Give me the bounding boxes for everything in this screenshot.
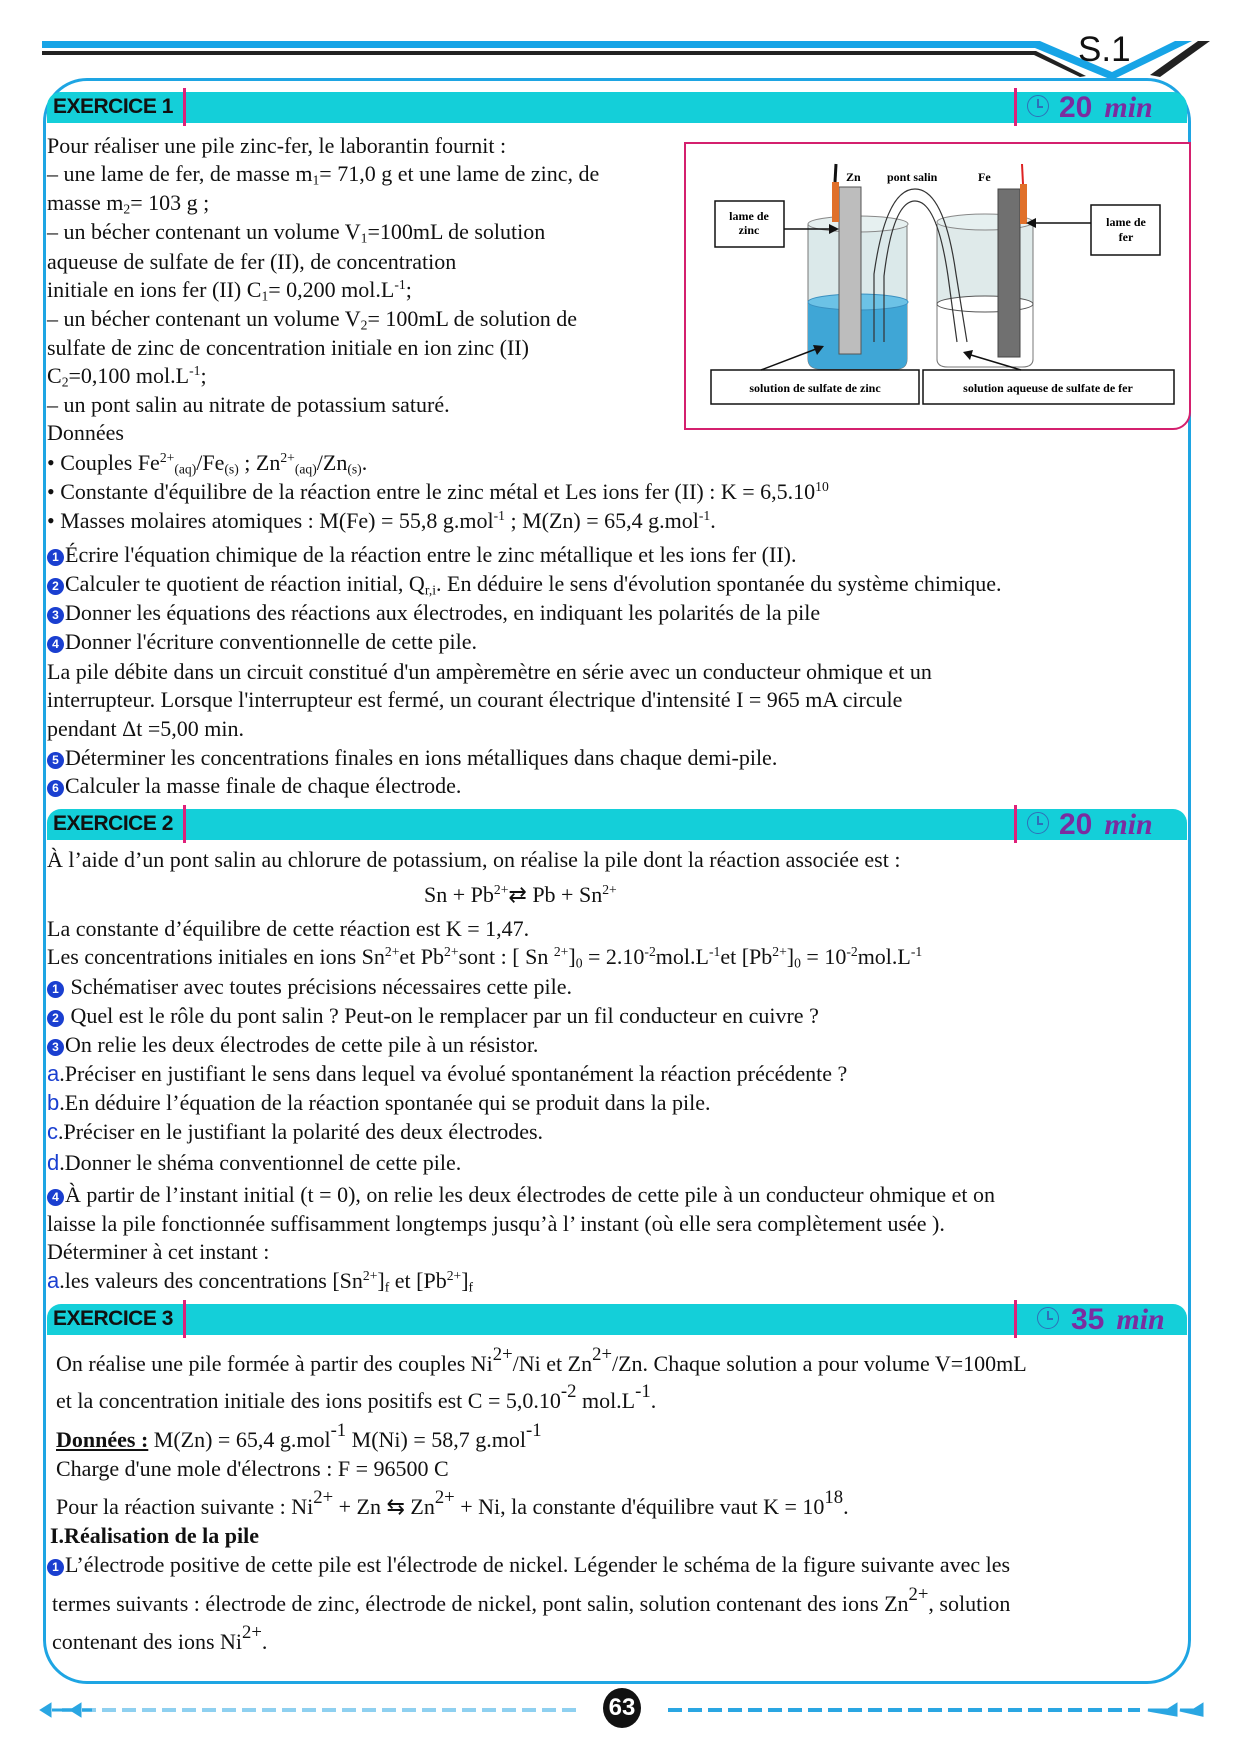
text-run: /Fe	[196, 450, 225, 475]
superscript: -1	[910, 943, 923, 959]
zinc-plate-label: lame de	[729, 209, 769, 223]
superscript: 2+	[159, 449, 175, 465]
text-run: .	[710, 508, 716, 533]
exercise-2-subquestion	[47, 1268, 473, 1294]
text-run: Quel est le rôle du pont salin ? Peut-on le remplacer par un fil conducteur en cuivre ?	[65, 1003, 819, 1028]
exercise-3-line	[56, 1380, 657, 1414]
text-run: + Zn ⇆ Zn	[333, 1494, 435, 1519]
text-run: M(Zn) = 65,4 g.mol	[148, 1427, 331, 1452]
exercise-title: EXERCICE 1	[53, 95, 173, 118]
exercise-1-bullet	[47, 508, 716, 534]
question-number-badge: 5	[47, 752, 64, 769]
text-run: Déterminer les concentrations finales en ions métalliques dans chaque demi-pile.	[65, 745, 778, 770]
superscript: 2+	[280, 449, 295, 465]
superscript: 2+	[434, 1486, 455, 1508]
reaction-equation	[424, 882, 617, 908]
superscript: -1	[330, 1419, 347, 1441]
text-run: À l’aide d’un pont salin au chlorure de potassium, on réalise la pile dont la réaction associée est :	[47, 847, 901, 872]
exercise-1-line	[47, 249, 456, 275]
superscript: 2+	[772, 943, 787, 959]
exercise-2-subquestion	[47, 1090, 710, 1116]
exercise-1-line	[47, 716, 244, 742]
exercise-1-line	[47, 363, 207, 389]
text-run: L’électrode positive de cette pile est l'électrode de nickel. Légender le schéma de la figure suivante avec les	[65, 1552, 1011, 1577]
superscript: -1	[635, 1380, 651, 1402]
subscript: 1	[261, 288, 269, 304]
zn-label: Zn	[846, 170, 861, 184]
text-run: pendant Δt =5,00 min.	[47, 716, 245, 741]
exercise-1-question	[47, 600, 820, 626]
text-run: = 0,200 mol.L	[268, 277, 395, 302]
subscript: (s)	[224, 461, 239, 477]
subscript: 2	[61, 374, 69, 390]
text-run: .	[843, 1494, 849, 1519]
text-run: /Ni et Zn	[512, 1351, 593, 1376]
text-run: = 10	[800, 944, 847, 969]
text-run: – un bécher contenant un volume V	[47, 306, 361, 331]
text-run: =0,100 mol.L	[68, 363, 190, 388]
text-run: aqueuse de sulfate de fer (II), de concentration	[47, 249, 457, 274]
section-heading	[50, 1523, 259, 1549]
text-run: initiale en ions fer (II) C	[47, 277, 262, 302]
question-number-badge: 3	[47, 1039, 64, 1056]
text-run: .les valeurs des concentrations [Sn	[59, 1268, 363, 1293]
text-run: – un pont salin au nitrate de potassium saturé.	[47, 392, 450, 417]
superscript: 2+	[313, 1486, 334, 1508]
text-run: et [Pb	[389, 1268, 447, 1293]
text-run: /Zn	[316, 450, 348, 475]
iron-solution-label: solution aqueuse de sulfate de fer	[963, 381, 1133, 395]
exercise-1-question	[47, 571, 1001, 597]
zinc-plate-label: zinc	[738, 223, 760, 237]
text-run: et [Pb	[720, 944, 773, 969]
exercise-duration	[1071, 1303, 1165, 1337]
duration-unit: min	[1116, 1303, 1165, 1336]
exercise-2-line	[47, 1239, 269, 1265]
exercise-1-bullet	[47, 479, 829, 505]
exercise-1-line	[47, 133, 506, 159]
clock-icon	[1027, 95, 1049, 117]
question-number-badge: 4	[47, 1189, 64, 1206]
electrochemical-cell-figure	[684, 142, 1191, 430]
text-run: .	[650, 1388, 657, 1413]
question-number-badge: 3	[47, 607, 64, 624]
text-run: Déterminer à cet instant :	[47, 1239, 270, 1264]
question-number-badge: 1	[47, 1559, 64, 1576]
exercise-2-subquestion	[47, 1150, 461, 1176]
superscript: -1	[708, 943, 721, 959]
text-run: On relie les deux électrodes de cette pile à un résistor.	[65, 1032, 539, 1057]
exercise-3-line	[52, 1583, 1011, 1617]
superscript: 2+	[602, 881, 617, 897]
text-run: .	[361, 450, 368, 475]
text-run: • Couples Fe	[47, 450, 160, 475]
subscript: f	[384, 1279, 390, 1295]
superscript: -1	[189, 362, 201, 378]
text-run: Donner l'écriture conventionnelle de cette pile.	[65, 629, 478, 654]
exercise-1-line	[47, 687, 902, 713]
subquestion-letter: a	[47, 1061, 60, 1086]
exercise-1-bullet	[47, 450, 367, 476]
exercise-2-line	[47, 1211, 945, 1237]
text-run: , solution	[928, 1591, 1011, 1616]
text-run: Données	[47, 420, 124, 445]
text-run: – un bécher contenant un volume V	[47, 219, 361, 244]
text-run: sont : [ Sn	[458, 944, 554, 969]
fe-label: Fe	[978, 170, 991, 184]
exercise-3-line	[56, 1486, 849, 1520]
text-run: /Zn. Chaque solution a pour volume V=100mL	[612, 1351, 1027, 1376]
text-run: ]	[786, 944, 795, 969]
text-run: ]	[461, 1268, 469, 1293]
superscript: -1	[394, 276, 406, 292]
exercise-2-line	[47, 847, 900, 873]
superscript: -1	[493, 507, 505, 523]
question-number-badge: 2	[47, 578, 64, 595]
duration-value: 35	[1071, 1303, 1105, 1336]
exercise-duration	[1059, 91, 1153, 125]
zinc-solution-label: solution de sulfate de zinc	[749, 381, 881, 395]
superscript: -2	[560, 1380, 577, 1402]
text-run: Pour la réaction suivante : Ni	[56, 1494, 314, 1519]
exercise-title: EXERCICE 2	[53, 812, 173, 835]
subscript: (s)	[347, 461, 362, 477]
superscript: 2+	[446, 1267, 462, 1283]
subscript: 1	[360, 230, 368, 246]
subscript: 2	[360, 317, 368, 333]
duration-unit: min	[1104, 808, 1153, 841]
subscript: (aq)	[174, 461, 197, 477]
text-run: mol.L	[576, 1388, 636, 1413]
text-run: ; M(Zn) = 65,4 g.mol	[504, 508, 699, 533]
exercise-3-header	[47, 1304, 1187, 1335]
text-run: Sn + Pb	[424, 882, 494, 907]
text-run: ;	[405, 277, 412, 302]
exercise-1-question	[47, 745, 777, 771]
text-run: masse m	[47, 190, 124, 215]
exercise-2-line	[47, 944, 922, 970]
superscript: 2+	[592, 1343, 612, 1365]
header-decoration	[0, 0, 1240, 90]
subscript: r,i	[424, 582, 437, 598]
divider	[183, 88, 186, 126]
exercise-1-header	[47, 92, 1187, 123]
text-run: Donner les équations des réactions aux électrodes, en indiquant les polarités de la pile	[65, 600, 821, 625]
exercise-3-data	[56, 1419, 542, 1453]
text-run: ; Zn	[238, 450, 281, 475]
exercise-2-subquestion	[47, 1061, 847, 1087]
text-run: .Préciser en le justifiant la polarité des deux électrodes.	[58, 1119, 544, 1144]
superscript: 2+	[384, 943, 400, 959]
exercise-2-question	[47, 1182, 995, 1208]
text-run: ]	[568, 944, 576, 969]
divider	[183, 805, 186, 843]
exercise-1-question	[47, 629, 477, 655]
text-run: laisse la pile fonctionnée suffisamment longtemps jusqu’à l’ instant (où elle sera complètement usée ).	[47, 1211, 945, 1236]
salt-bridge-label: pont salin	[887, 170, 938, 184]
subscript: 1	[312, 172, 320, 188]
text-run: Charge d'une mole d'électrons : F = 96500 C	[56, 1456, 449, 1481]
question-number-badge: 1	[47, 549, 64, 566]
page-number: 63	[603, 1688, 641, 1728]
exercise-1-line	[47, 219, 545, 245]
superscript: 2+	[362, 1267, 378, 1283]
clock-icon	[1037, 1307, 1059, 1329]
exercise-2-header	[47, 809, 1187, 840]
text-run: ]	[377, 1268, 385, 1293]
duration-unit: min	[1104, 91, 1153, 124]
superscript: 2+	[444, 943, 459, 959]
text-run: = 2.10	[582, 944, 645, 969]
subscript: 0	[794, 955, 801, 971]
text-run: Calculer la masse finale de chaque électrode.	[65, 773, 462, 798]
exercise-1-line	[47, 190, 209, 216]
divider	[1014, 1300, 1017, 1338]
subquestion-letter: a	[47, 1268, 60, 1293]
text-run: .Préciser en justifiant le sens dans lequel va évolué spontanément la réaction précédente ?	[59, 1061, 848, 1086]
exercise-3-question	[47, 1552, 1010, 1578]
text-run: ;	[200, 363, 207, 388]
superscript: -2	[846, 943, 858, 959]
exercise-2-line	[47, 916, 529, 942]
text-run: = 103 g ;	[130, 190, 210, 215]
text-run: et la concentration initiale des ions positifs est C = 5,0.10	[56, 1388, 561, 1413]
question-number-badge: 4	[47, 636, 64, 653]
text-run: C	[47, 363, 62, 388]
text-run: + Ni, la constante d'équilibre vaut K = 10	[454, 1494, 825, 1519]
duration-value: 20	[1059, 91, 1093, 124]
exercise-3-line	[56, 1456, 449, 1482]
superscript: -1	[526, 1419, 542, 1441]
divider	[183, 1300, 186, 1338]
exercise-1-line	[47, 161, 599, 187]
superscript: 2+	[242, 1621, 262, 1643]
text-run: .En déduire l’équation de la réaction spontanée qui se produit dans la pile.	[59, 1090, 711, 1115]
exercise-3-line	[56, 1343, 1027, 1377]
subscript: 2	[123, 201, 131, 217]
superscript: 2+	[493, 881, 509, 897]
exercise-3-line	[52, 1621, 268, 1655]
exercise-1-line	[47, 306, 577, 332]
text-run: La constante d’équilibre de cette réaction est K = 1,47.	[47, 916, 530, 941]
text-run: À partir de l’instant initial (t = 0), on relie les deux électrodes de cette pile à un conducteur ohmique et on	[65, 1182, 995, 1207]
exercise-2-question	[47, 974, 572, 1000]
question-number-badge: 6	[47, 780, 64, 797]
text-run: ⇄ Pb + Sn	[508, 882, 603, 907]
text-run: = 100mL de solution de	[367, 306, 578, 331]
superscript: 2+	[553, 943, 569, 959]
text-run: Écrire l'équation chimique de la réaction entre le zinc métallique et les ions fer (II).	[65, 542, 797, 567]
superscript: -2	[644, 943, 656, 959]
exercise-title: EXERCICE 3	[53, 1307, 173, 1330]
text-run: =100mL de solution	[367, 219, 546, 244]
superscript: 10	[815, 478, 829, 494]
divider	[1014, 88, 1017, 126]
text-run: Les concentrations initiales en ions Sn	[47, 944, 385, 969]
text-run: On réalise une pile formée à partir des couples Ni	[56, 1351, 493, 1376]
text-run: • Masses molaires atomiques : M(Fe) = 55,8 g.mol	[47, 508, 494, 533]
text-run: termes suivants : électrode de zinc, électrode de nickel, pont salin, solution contenant des ions Zn	[52, 1591, 909, 1616]
iron-plate-label: lame de	[1106, 215, 1146, 229]
underlined-label: Données :	[56, 1427, 149, 1452]
superscript: -1	[698, 507, 711, 523]
exercise-2-question	[47, 1032, 538, 1058]
text-run: mol.L	[857, 944, 911, 969]
subscript: (aq)	[294, 461, 317, 477]
text-run: La pile débite dans un circuit constitué d'un ampèremètre en série avec un conducteur ohmique et un	[47, 659, 932, 684]
series-label: S.1	[1078, 30, 1131, 69]
exercise-1-line	[47, 659, 932, 685]
subquestion-letter: b	[47, 1090, 60, 1115]
text-run: .Donner le shéma conventionnel de cette pile.	[59, 1150, 462, 1175]
exercise-duration	[1059, 808, 1153, 842]
clock-icon	[1027, 812, 1049, 834]
exercise-1-line	[47, 392, 450, 418]
duration-value: 20	[1059, 808, 1093, 841]
subscript: 0	[575, 955, 583, 971]
exercise-1-question	[47, 542, 796, 568]
subquestion-letter: d	[47, 1150, 60, 1175]
text-run: et Pb	[399, 944, 444, 969]
subscript: f	[468, 1279, 474, 1295]
text-run: sulfate de zinc de concentration initiale en ion zinc (II)	[47, 335, 529, 360]
text-run: mol.L	[655, 944, 709, 969]
text-run: • Constante d'équilibre de la réaction entre le zinc métal et Les ions fer (II) : K = 6,5.10	[47, 479, 816, 504]
iron-plate-label: fer	[1118, 230, 1134, 244]
exercise-2-question	[47, 1003, 819, 1029]
text-run: – une lame de fer, de masse m	[47, 161, 313, 186]
text-run: . En déduire le sens d'évolution spontanée du système chimique.	[436, 571, 1002, 596]
text-run: Pour réaliser une pile zinc-fer, le laborantin fournit :	[47, 133, 507, 158]
text-run: interrupteur. Lorsque l'interrupteur est fermé, un courant électrique d'intensité I = 965 mA circule	[47, 687, 903, 712]
exercise-1-question	[47, 773, 461, 799]
text-run: Schématiser avec toutes précisions nécessaires cette pile.	[65, 974, 573, 999]
exercise-1-line	[47, 277, 412, 303]
subquestion-letter: c	[47, 1119, 58, 1144]
text-run: = 71,0 g et une lame de zinc, de	[319, 161, 600, 186]
question-number-badge: 1	[47, 981, 64, 998]
superscript: 2+	[908, 1583, 929, 1605]
exercise-1-data-heading	[47, 420, 124, 446]
divider	[1014, 805, 1017, 843]
text-run: M(Ni) = 58,7 g.mol	[346, 1427, 527, 1452]
superscript: 18	[824, 1486, 844, 1508]
text-run: .	[261, 1629, 268, 1654]
question-number-badge: 2	[47, 1010, 64, 1027]
text-run: contenant des ions Ni	[52, 1629, 243, 1654]
exercise-1-line	[47, 335, 529, 361]
exercise-2-subquestion	[47, 1119, 543, 1145]
superscript: 2+	[492, 1343, 513, 1365]
text-run: Calculer te quotient de réaction initial, Q	[65, 571, 425, 596]
bold-text: I.Réalisation de la pile	[50, 1523, 260, 1548]
